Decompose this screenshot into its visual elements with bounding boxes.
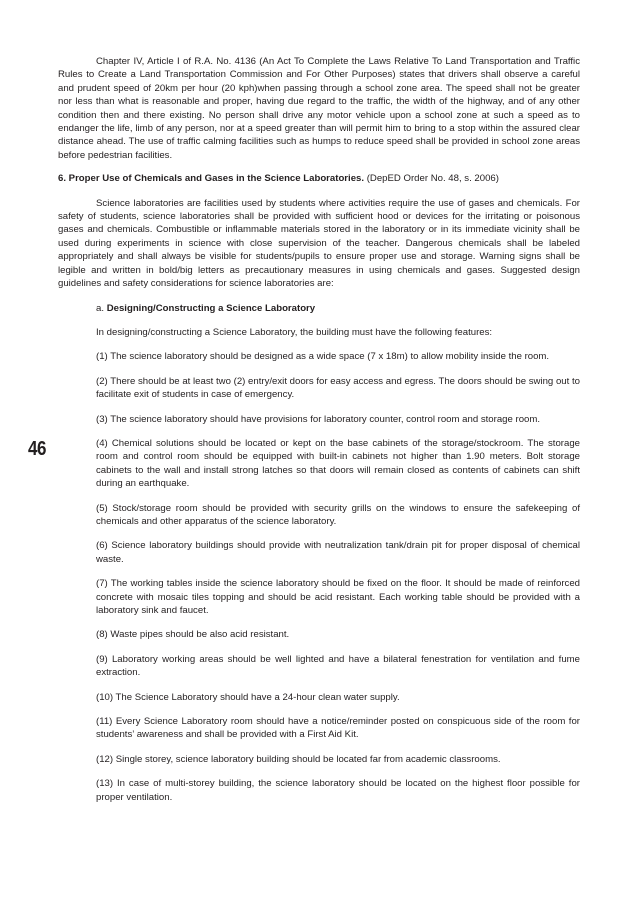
list-item: (13) In case of multi-storey building, the science laboratory should be located on the highest floor possible for proper ventilation. [96, 778, 580, 803]
section-body: Science laboratories are facilities used by students where activities require the use of gases and chemicals. For safety of students, science laboratories shall be provided with sufficient hood or devices for the irritating or poisonous gases and chemicals. Combustible or inflammable materials stored in the laboratory or in its immediate vicinity shall be used during experiments in science with close supervision of the teacher. Dangerous chemicals shall be labeled appropriately and shall always be visible for students/pupils to ensure proper use and storage. Warning signs shall be legible and written in bold/big letters as precautionary measures in using chemicals and gases. Suggested design guidelines and safety considerations for science laboratories are: [58, 197, 580, 290]
list-item: (1) The science laboratory should be designed as a wide space (7 x 18m) to allow mobility inside the room. [96, 351, 550, 363]
document-body [58, 55, 580, 804]
list-item: (3) The science laboratory should have provisions for laboratory counter, control room and storage room. [96, 413, 541, 425]
list-item: (2) There should be at least two (2) entry/exit doors for easy access and egress. The doors should be swing out to facilitate exit of students in case of emergency. [96, 375, 580, 401]
intro-paragraph: Chapter IV, Article I of R.A. No. 4136 (An Act To Complete the Laws Relative To Land Transportation and Traffic Rules to Create a Land Transportation Commission and For Other Purposes) states that drivers shall observe a careful and prudent speed of 20km per hour (20 kph)when passing through a school zone area. The speed shall not be greater nor less than what is reasonable and proper, having due regard to the traffic, the width of the highway, and of any other condition then and there existing. No person shall drive any motor vehicle upon a school zone at such a speed as to endanger the life, limb of any person, nor at a speed greater than will permit him to bring to a stop within the assured clear distance ahead. The use of traffic calming facilities such as humps to reduce speed shall be provided in school zone areas before pedestrian facilities. [58, 56, 580, 161]
list-item: (6) Science laboratory buildings should provide with neutralization tank/drain pit for proper disposal of chemical waste. [96, 540, 580, 565]
subsection-label: a. [96, 302, 105, 314]
list-item: (9) Laboratory working areas should be well lighted and have a bilateral fenestration for ventilation and fume extraction. [96, 653, 580, 679]
subsection [58, 302, 580, 805]
subsection-title: Designing/Constructing a Science Laboratory [106, 302, 316, 314]
page-number: 46 [28, 438, 47, 460]
list-item: (12) Single storey, science laboratory building should be located far from academic classrooms. [96, 753, 501, 765]
section-title: 6. Proper Use of Chemicals and Gases in the Science Laboratories. [58, 173, 365, 185]
subsection-heading [96, 302, 580, 315]
list-item: (5) Stock/storage room should be provided with security grills on the windows to ensure the safekeeping of chemicals and other apparatus of the science laboratory. [96, 502, 580, 527]
section-heading [58, 172, 580, 185]
subsection-intro: In designing/constructing a Science Laboratory, the building must have the following features: [96, 326, 493, 338]
list-item: (10) The Science Laboratory should have a 24-hour clean water supply. [96, 691, 400, 703]
list-item: (7) The working tables inside the science laboratory should be fixed on the floor. It should be made of reinforced concrete with mosaic tiles topping and should be acid resistant. Each working table should be provided with a laboratory sink and faucet. [96, 578, 580, 616]
list-item: (11) Every Science Laboratory room should have a notice/reminder posted on conspicuous side of the room for students’ awareness and shall be provided with a First Aid Kit. [96, 716, 580, 741]
list-item: (8) Waste pipes should be also acid resistant. [96, 629, 290, 641]
section-reference: (DepED Order No. 48, s. 2006) [366, 173, 499, 185]
list-item: (4) Chemical solutions should be located or kept on the base cabinets of the storage/stockroom. The storage room and control room should be equipped with built-in cabinets not higher than 1.90 meters. Bolt storage cabinets to the wall and install strong latches so that doors will remain closed as contents of cabinets can shift during an earthquake. [96, 437, 580, 490]
